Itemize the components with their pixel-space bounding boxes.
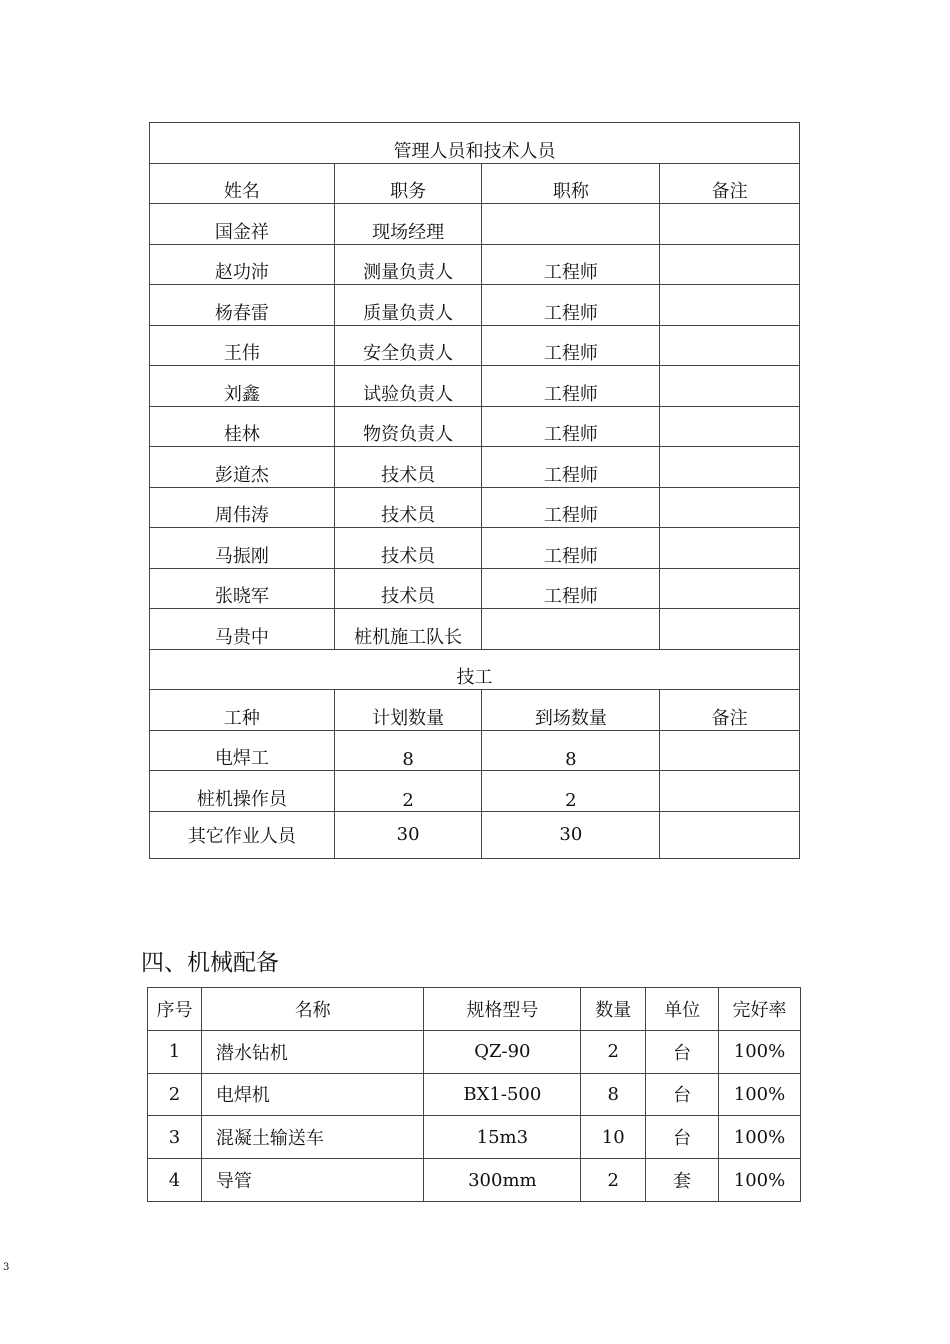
table-cell: 1: [148, 1030, 202, 1073]
table-cell: 测量负责人: [334, 244, 482, 285]
table-cell: 杨春雷: [150, 285, 335, 326]
table-cell: 100%: [719, 1073, 801, 1116]
table-cell: 技术员: [334, 528, 482, 569]
column-header: 备注: [660, 690, 800, 731]
machinery-table-body: [148, 988, 801, 1202]
column-header: 姓名: [150, 163, 335, 204]
table-cell: 2: [334, 771, 482, 812]
column-header: 到场数量: [482, 690, 660, 731]
machinery-table: [147, 987, 801, 1202]
table-cell: 10: [581, 1116, 646, 1159]
table-cell: 8: [581, 1073, 646, 1116]
table-cell: [660, 204, 800, 245]
table-cell: 100%: [719, 1159, 801, 1202]
table-cell: [660, 447, 800, 488]
table-cell: [482, 609, 660, 650]
table-cell: 15m3: [424, 1116, 581, 1159]
table-cell: 工程师: [482, 487, 660, 528]
table-row: [150, 366, 800, 407]
table-cell: [660, 730, 800, 771]
table-cell: 桂林: [150, 406, 335, 447]
table-cell: 质量负责人: [334, 285, 482, 326]
table-row: [150, 406, 800, 447]
table-cell: 赵功沛: [150, 244, 335, 285]
table-cell: 周伟涛: [150, 487, 335, 528]
table-cell: [660, 366, 800, 407]
table-cell: 试验负责人: [334, 366, 482, 407]
table-section-title-row: [150, 649, 800, 690]
table-cell: 物资负责人: [334, 406, 482, 447]
table-cell: 技术员: [334, 447, 482, 488]
table-row: [148, 1159, 801, 1202]
table-row: [150, 204, 800, 245]
table-cell: 潜水钻机: [201, 1030, 424, 1073]
table-cell: 工程师: [482, 406, 660, 447]
table-cell: BX1-500: [424, 1073, 581, 1116]
column-header: 备注: [660, 163, 800, 204]
table-row: [148, 1073, 801, 1116]
table-cell: 国金祥: [150, 204, 335, 245]
table-cell: [660, 771, 800, 812]
table-cell: 现场经理: [334, 204, 482, 245]
column-header: 职称: [482, 163, 660, 204]
table-cell: 8: [482, 730, 660, 771]
table-header-row: [148, 988, 801, 1031]
section-title: 四、机械配备: [141, 950, 279, 976]
table-cell: 彭道杰: [150, 447, 335, 488]
table-cell: 30: [482, 811, 660, 858]
table-cell: 其它作业人员: [150, 811, 335, 858]
table-cell: 张晓军: [150, 568, 335, 609]
table-row: [150, 285, 800, 326]
table-cell: 2: [482, 771, 660, 812]
column-header: 完好率: [719, 988, 801, 1031]
table-cell: 30: [334, 811, 482, 858]
table-cell: 2: [581, 1159, 646, 1202]
table-row: [150, 447, 800, 488]
table-row: [150, 730, 800, 771]
table-cell: 导管: [201, 1159, 424, 1202]
table-section-title-row: [150, 123, 800, 164]
table-cell: 安全负责人: [334, 325, 482, 366]
table-cell: 工程师: [482, 528, 660, 569]
table-cell: [660, 811, 800, 858]
table-row: [150, 325, 800, 366]
table-header-row: [150, 690, 800, 731]
table-cell: 电焊机: [201, 1073, 424, 1116]
table-cell: 刘鑫: [150, 366, 335, 407]
table-cell: 工程师: [482, 325, 660, 366]
table-cell: 马贵中: [150, 609, 335, 650]
table-cell: 台: [646, 1073, 719, 1116]
column-header: 数量: [581, 988, 646, 1031]
table-cell: 台: [646, 1030, 719, 1073]
table-cell: QZ-90: [424, 1030, 581, 1073]
column-header: 计划数量: [334, 690, 482, 731]
table-row: [150, 609, 800, 650]
table-cell: 桩机操作员: [150, 771, 335, 812]
column-header: 单位: [646, 988, 719, 1031]
table-row: [150, 528, 800, 569]
page-number: 3: [3, 1262, 10, 1273]
table-cell: 工程师: [482, 244, 660, 285]
table-row: [150, 811, 800, 858]
table-cell: 300mm: [424, 1159, 581, 1202]
table-cell: [660, 285, 800, 326]
table-cell: [660, 325, 800, 366]
table-cell: 套: [646, 1159, 719, 1202]
table-row: [150, 568, 800, 609]
table-cell: 工程师: [482, 366, 660, 407]
worker-title: 技工: [150, 649, 800, 690]
table-cell: 3: [148, 1116, 202, 1159]
table-cell: 技术员: [334, 487, 482, 528]
table-cell: 工程师: [482, 447, 660, 488]
table-row: [150, 771, 800, 812]
column-header: 规格型号: [424, 988, 581, 1031]
table-row: [150, 487, 800, 528]
table-cell: 台: [646, 1116, 719, 1159]
table-row: [148, 1116, 801, 1159]
table-cell: 100%: [719, 1030, 801, 1073]
table-cell: 8: [334, 730, 482, 771]
table-cell: 桩机施工队长: [334, 609, 482, 650]
table-cell: [660, 244, 800, 285]
table-row: [150, 244, 800, 285]
column-header: 职务: [334, 163, 482, 204]
table-cell: 技术员: [334, 568, 482, 609]
column-header: 名称: [201, 988, 424, 1031]
table-cell: 马振刚: [150, 528, 335, 569]
table-cell: [660, 609, 800, 650]
management-title: 管理人员和技术人员: [150, 123, 800, 164]
table-cell: 工程师: [482, 285, 660, 326]
table-cell: 混凝土输送车: [201, 1116, 424, 1159]
table-cell: [660, 568, 800, 609]
table-cell: [660, 528, 800, 569]
column-header: 工种: [150, 690, 335, 731]
table-cell: [660, 487, 800, 528]
table-cell: 2: [148, 1073, 202, 1116]
table-cell: [482, 204, 660, 245]
staff-table-body: [150, 123, 800, 859]
table-header-row: [150, 163, 800, 204]
table-cell: 电焊工: [150, 730, 335, 771]
table-row: [148, 1030, 801, 1073]
table-cell: 2: [581, 1030, 646, 1073]
table-cell: [660, 406, 800, 447]
table-cell: 4: [148, 1159, 202, 1202]
table-cell: 工程师: [482, 568, 660, 609]
table-cell: 王伟: [150, 325, 335, 366]
column-header: 序号: [148, 988, 202, 1031]
table-cell: 100%: [719, 1116, 801, 1159]
staff-table: [149, 122, 800, 859]
